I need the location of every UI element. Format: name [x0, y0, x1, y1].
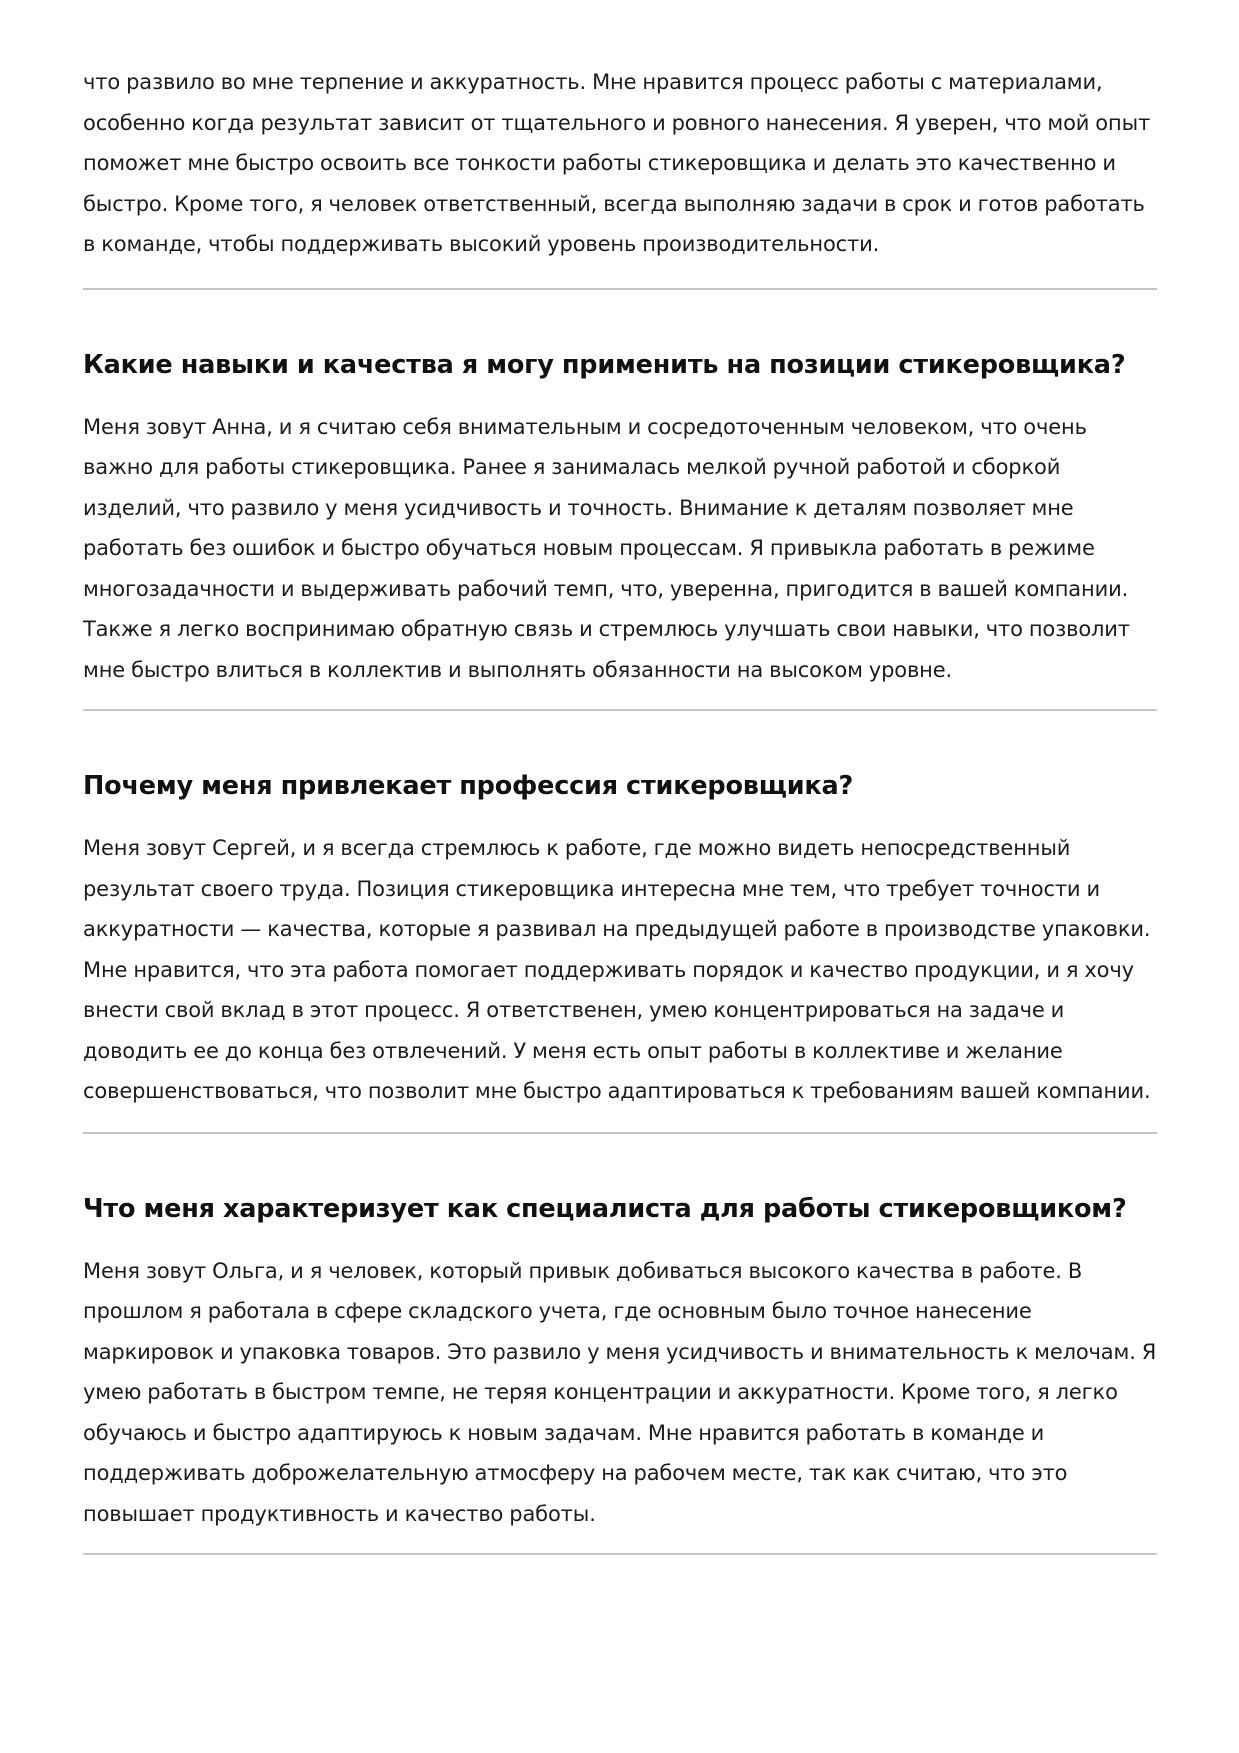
- intro-paragraph: что развило во мне терпение и аккуратность. Мне нравится процесс работы с материалами, особенно когда результат зависит от тщательного и ровного нанесения. Я уверен, что мой опыт поможет мне быстро освоить все тонкости работы стикеровщика и делать это качественно и быстро. Кроме того, я человек ответственный, всегда выполняю задачи в срок и готов работать в команде, чтобы поддерживать высокий уровень производительности.: [83, 70, 1151, 256]
- section-divider: [83, 1132, 1157, 1134]
- section-heading-motivation: Почему меня привлекает профессия стикеровщика?: [83, 771, 854, 801]
- section-divider: [83, 288, 1157, 290]
- document-page: [83, 0, 1157, 1555]
- section-heading-skills: Какие навыки и качества я могу применить на позиции стикеровщика?: [83, 349, 1126, 380]
- section-paragraph-olga: Меня зовут Ольга, и я человек, который привык добиваться высокого качества в работе. В прошлом я работала в сфере складского учета, где основным было точное нанесение маркировок и упаковка товаров. Это развило у меня усидчивость и внимательность к мелочам. Я умею работать в быстром темпе, не теряя концентрации и аккуратности. Кроме того, я легко обучаюсь и быстро адаптируюсь к новым задачам. Мне нравится работать в команде и поддерживать доброжелательную атмосферу на рабочем месте, так как считаю, что это повышает продуктивность и качество работы.: [83, 1258, 1157, 1526]
- section-divider: [83, 709, 1157, 711]
- section-paragraph-anna: Меня зовут Анна, и я считаю себя внимательным и сосредоточенным человеком, что очень важно для работы стикеровщика. Ранее я занималась мелкой ручной работой и сборкой изделий, что развило у меня усидчивость и точность. Внимание к деталям позволяет мне работать без ошибок и быстро обучаться новым процессам. Я привыкла работать в режиме многозадачности и выдерживать рабочий темп, что, уверенна, пригодится в вашей компании. Также я легко воспринимаю обратную связь и стремлюсь улучшать свои навыки, что позволит мне быстро влиться в коллектив и выполнять обязанности на высоком уровне.: [83, 414, 1130, 682]
- section-paragraph-sergey: Меня зовут Сергей, и я всегда стремлюсь к работе, где можно видеть непосредственный результат своего труда. Позиция стикеровщика интересна мне тем, что требует точности и аккуратности — качества, которые я развивал на предыдущей работе в производстве упаковки. Мне нравится, что эта работа помогает поддерживать порядок и качество продукции, и я хочу внести свой вклад в этот процесс. Я ответственен, умею концентрироваться на задаче и доводить ее до конца без отвлечений. У меня есть опыт работы в коллективе и желание совершенствоваться, что позволит мне быстро адаптироваться к требованиям вашей компании.: [83, 836, 1151, 1103]
- section-divider: [83, 1553, 1157, 1555]
- section-heading-specialist: Что меня характеризует как специалиста для работы стикеровщиком?: [83, 1193, 1127, 1224]
